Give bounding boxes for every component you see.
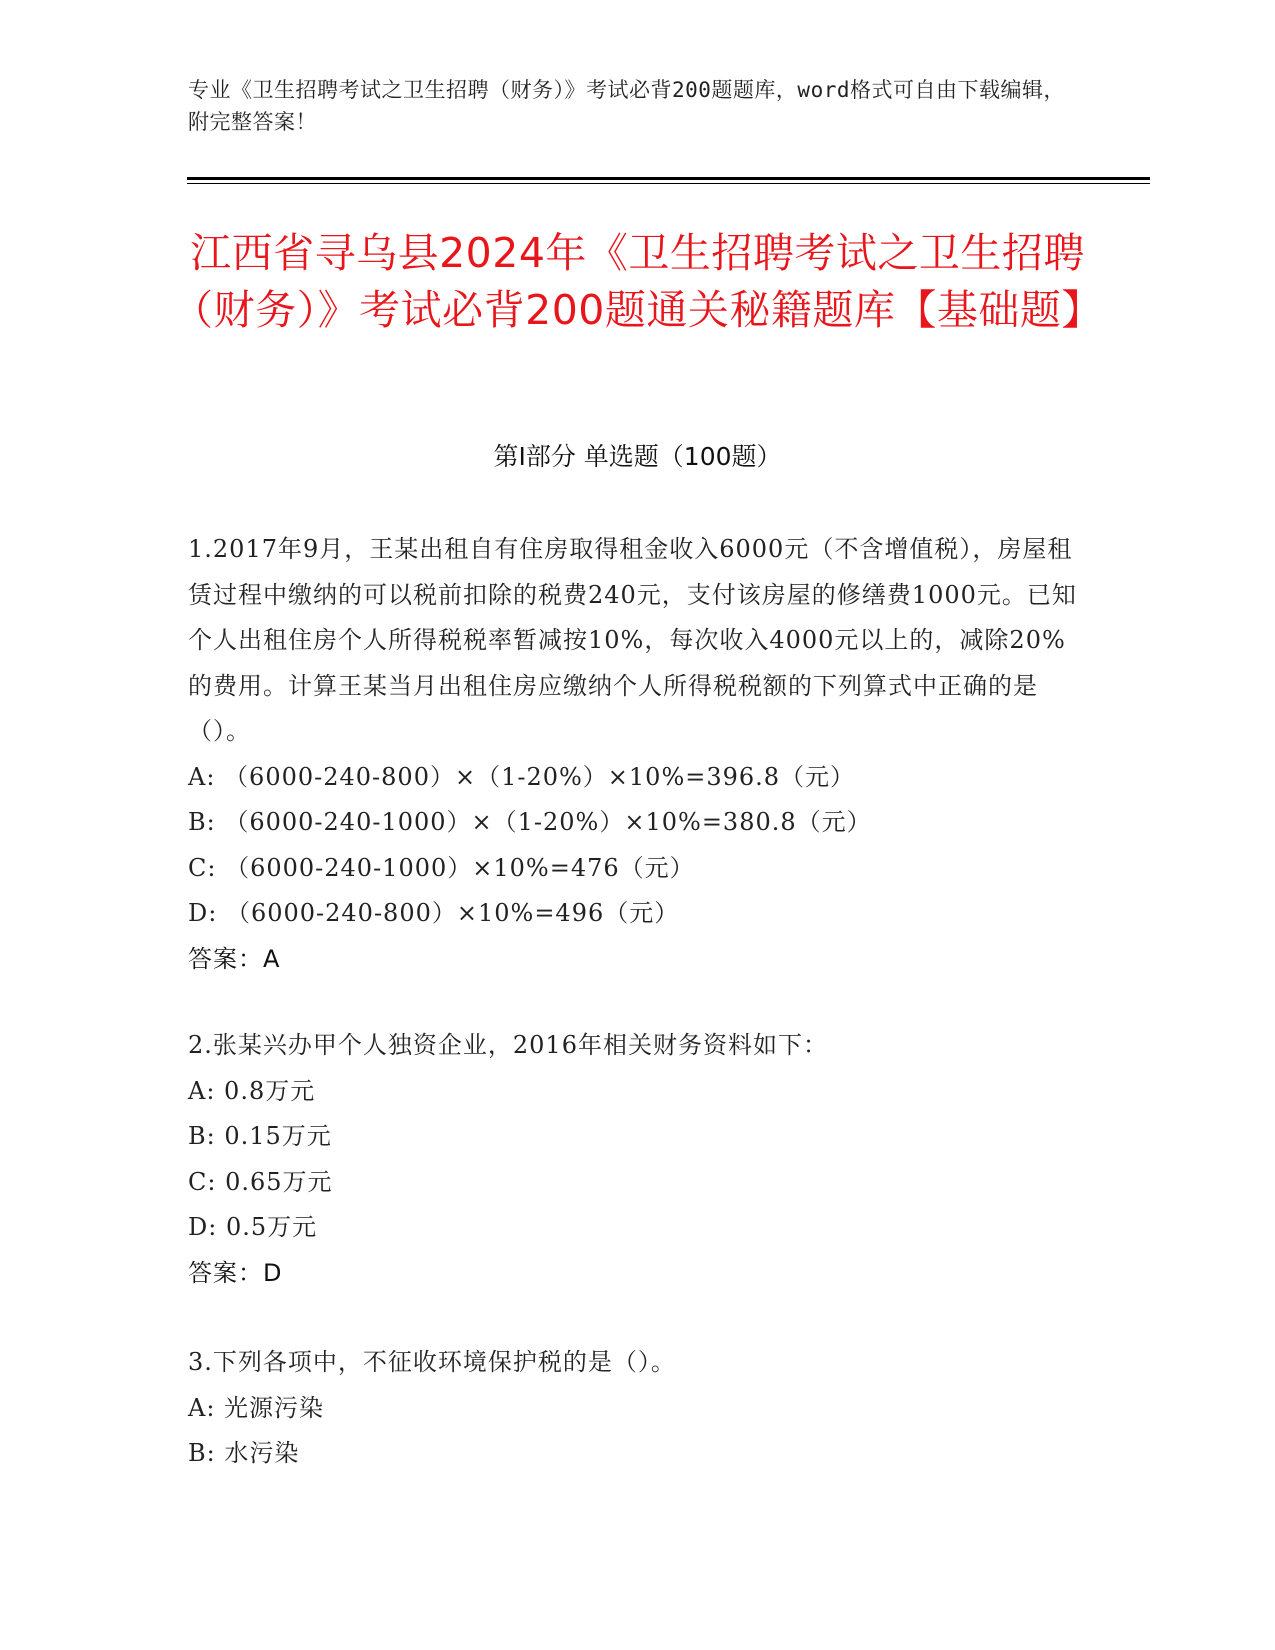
question-stem: 1.2017年9月，王某出租自有住房取得租金收入6000元（不含增值税），房屋租赁过程中缴纳的可以税前扣除的税费240元，支付该房屋的修缮费1000元。已知个人出租住房个人所得税税率暂减按10%，每次收入4000元以上的，减除20%的费用。计算王某当月出租住房应缴纳个人所得税税额的下列算式中正确的是（）。: [188, 535, 1077, 745]
answer-line: 答案：D: [188, 1258, 283, 1287]
option-c: C: 0.65万元: [188, 1167, 333, 1196]
option-d: D: （6000-240-800）×10%=496（元）: [188, 899, 680, 927]
option-a: A: 0.8万元: [188, 1076, 316, 1105]
option-a: A: 光源污染: [188, 1393, 325, 1422]
question-1: [188, 527, 1088, 982]
question-3: [188, 1340, 1088, 1477]
answer-line: 答案：A: [188, 944, 281, 973]
option-b: B: （6000-240-1000）×（1-20%）×10%=380.8（元）: [188, 808, 872, 836]
section-heading: 第I部分 单选题（100题）: [493, 442, 782, 471]
document-title: 江西省寻乌县2024年《卫生招聘考试之卫生招聘（财务）》考试必背200题通关秘籍题库【基础题】: [172, 229, 1103, 334]
option-b: B: 0.15万元: [188, 1122, 332, 1150]
option-a: A: （6000-240-800）×（1-20%）×10%=396.8（元）: [188, 762, 856, 791]
option-c: C: （6000-240-1000）×10%=476（元）: [188, 853, 695, 882]
question-stem: 3.下列各项中，不征收环境保护税的是（）。: [188, 1348, 676, 1376]
header-note: 专业《卫生招聘考试之卫生招聘（财务）》考试必背200题题库，word格式可自由下载编辑，附完整答案！: [188, 78, 1065, 134]
header-divider-thick: [187, 177, 1150, 180]
option-b: B: 水污染: [188, 1439, 300, 1467]
option-d: D: 0.5万元: [188, 1213, 318, 1241]
question-stem: 2.张某兴办甲个人独资企业，2016年相关财务资料如下：: [188, 1031, 828, 1059]
header-divider-thin: [187, 183, 1150, 184]
question-2: [188, 1023, 1088, 1296]
